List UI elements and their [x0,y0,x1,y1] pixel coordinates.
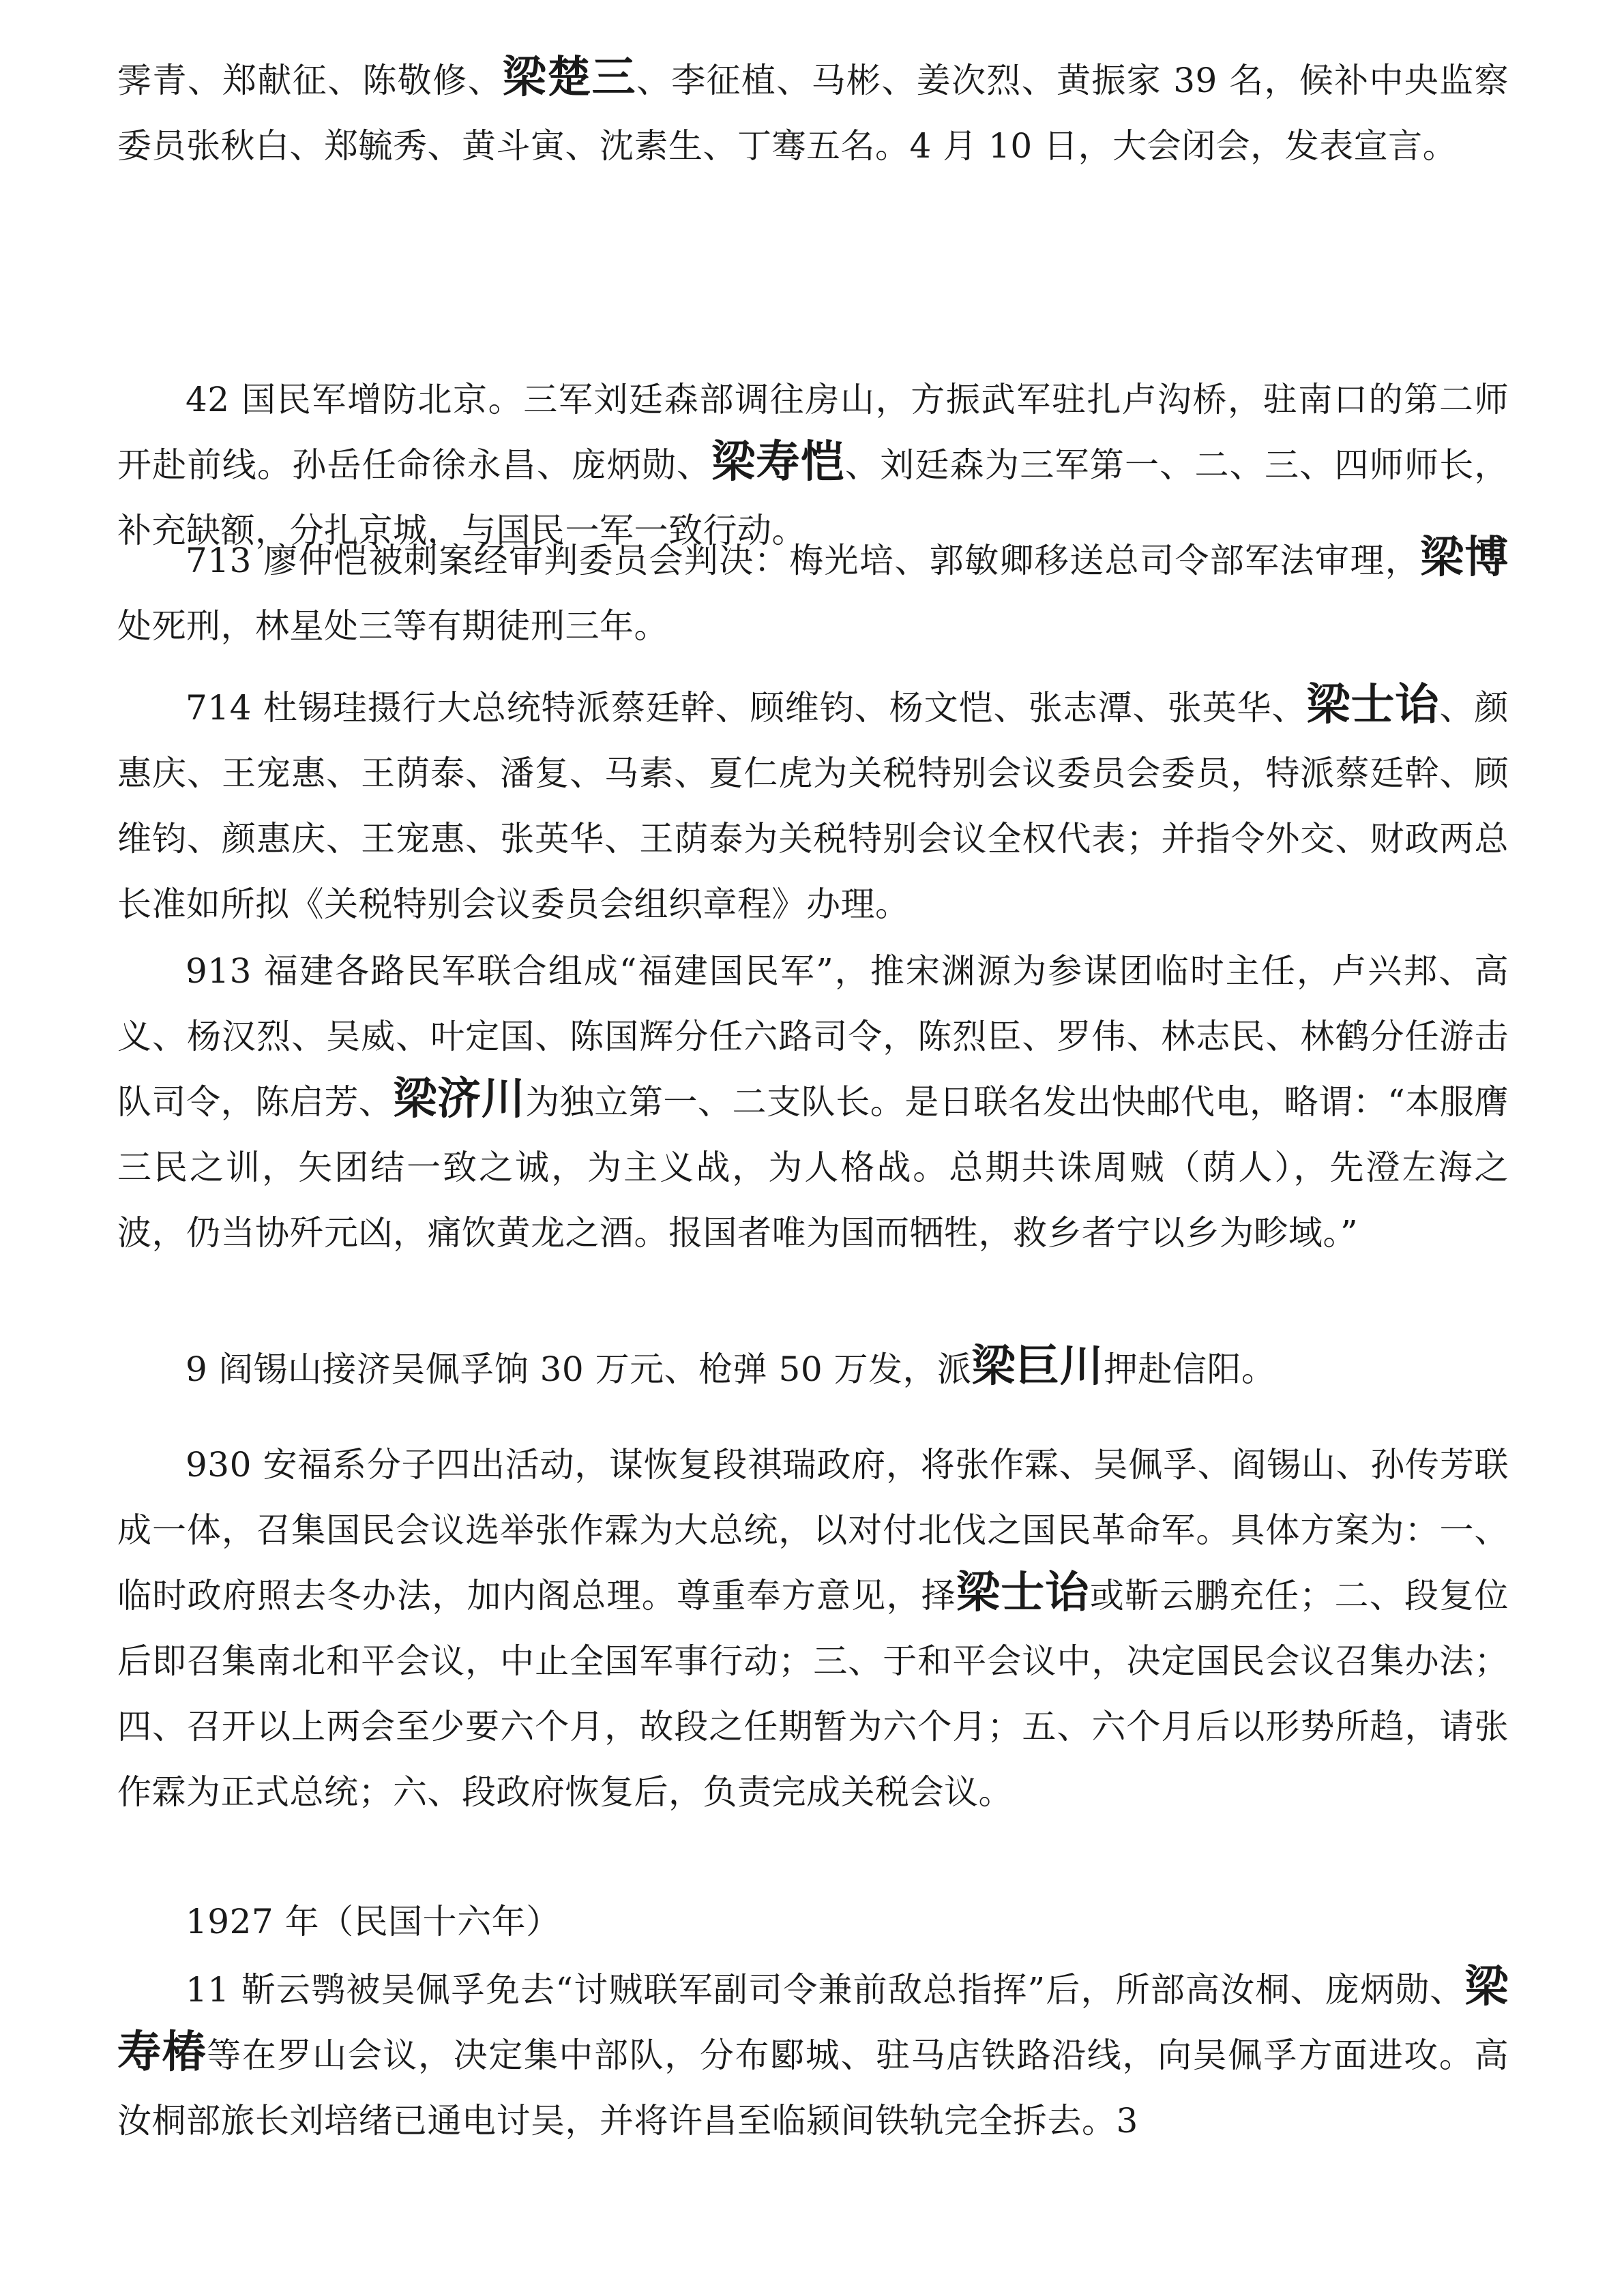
paragraph-9 [117,1957,1509,2153]
highlighted-name: 梁济川 [393,1073,526,1124]
highlighted-name: 梁寿椿 [117,1961,1509,2078]
paragraph-3 [117,528,1509,659]
paragraph-7 [117,1432,1509,1825]
paragraph-text: 714 杜锡珪摄行大总统特派蔡廷幹、顾维钧、杨文恺、张志潭、张英华、 [186,688,1307,728]
paragraph-text: 930 安福系分子四出活动，谋恢复段祺瑞政府，将张作霖、吴佩孚、阎锡山、孙传芳联成一体，召集国民会议选举张作霖为大总统，以对付北伐之国民革命军。具体方案为：一、临时政府照去冬办法，加内阁总理。尊重奉方意见，择 [117,1445,1509,1615]
paragraph-text: 11 靳云鹗被吴佩孚免去“讨贼联军副司令兼前敌总指挥”后，所部高汝桐、庞炳勋、 [186,1970,1465,2010]
paragraph-4 [117,675,1509,937]
paragraph-text: 或靳云鹏充任；二、段复位后即召集南北和平会议，中止全国军事行动；三、于和平会议中，决定国民会议召集办法；四、召开以上两会至少要六个月，故段之任期暂为六个月；五、六个月后以形势所趋，请张作霖为正式总统；六、段政府恢复后，负责完成关税会议。 [117,1576,1509,1812]
year-heading-text: 1927 年（民国十六年） [186,1902,561,1941]
paragraph-1 [117,48,1509,179]
paragraph-text: 处死刑，林星处三等有期徒刑三年。 [117,606,668,646]
paragraph-text: 为独立第一、二支队长。是日联名发出快邮代电，略谓：“本服膺三民之训，矢团结一致之诚，为主义战，为人格战。总期共诛周贼（荫人），先澄左海之波，仍当协歼元凶，痛饮黄龙之酒。报国者唯为国而牺牲，救乡者宁以乡为畛域。” [117,1082,1509,1253]
highlighted-name: 梁士诒 [1306,679,1440,730]
paragraph-text: 913 福建各路民军联合组成“福建国民军”，推宋渊源为参谋团临时主任，卢兴邦、高义、杨汉烈、吴威、叶定国、陈国辉分任六路司令，陈烈臣、罗伟、林志民、林鹤分任游击队司令，陈启芳、 [117,951,1509,1122]
paragraph-text: 42 国民军增防北京。三军刘廷森部调往房山，方振武军驻扎卢沟桥，驻南口的第二师开赴前线。孙岳任命徐永昌、庞炳勋、 [117,380,1509,485]
highlighted-name: 梁士诒 [956,1567,1090,1618]
year-heading [117,1889,1509,1954]
paragraph-text: 押赴信阳。 [1104,1350,1276,1389]
paragraph-text: 、李征植、马彬、姜次烈、黄振家 39 名，候补中央监察委员张秋白、郑毓秀、黄斗寅、沈素生、丁骞五名。4 月 10 日，大会闭会，发表宣言。 [117,61,1509,166]
paragraph-text: 霁青、郑献征、陈敬修、 [117,61,503,100]
paragraph-text: 713 廖仲恺被刺案经审判委员会判决：梅光培、郭敏卿移送总司令部军法审理， [186,541,1421,580]
highlighted-name: 梁巨川 [971,1341,1104,1392]
paragraph-5 [117,938,1509,1266]
paragraph-text: 9 阎锡山接济吴佩孚饷 30 万元、枪弹 50 万发，派 [186,1350,972,1389]
paragraph-6 [117,1337,1509,1402]
highlighted-name: 梁博 [1420,532,1509,583]
highlighted-name: 梁楚三 [502,52,636,103]
paragraph-text: 等在罗山会议，决定集中部队，分布郾城、驻马店铁路沿线，向吴佩孚方面进攻。高汝桐部旅长刘培绪已通电讨吴，并将许昌至临颍间铁轨完全拆去。3 [117,2036,1509,2141]
paragraph-text: 、颜惠庆、王宠惠、王荫泰、潘复、马素、夏仁虎为关税特别会议委员会委员，特派蔡廷幹、顾维钧、颜惠庆、王宠惠、张英华、王荫泰为关税特别会议全权代表；并指令外交、财政两总长准如所拟《关税特别会议委员会组织章程》办理。 [117,688,1509,924]
highlighted-name: 梁寿恺 [711,436,845,488]
paragraph-text: 、刘廷森为三军第一、二、三、四师师长，补充缺额，分扎京城，与国民一军一致行动。 [117,445,1509,550]
